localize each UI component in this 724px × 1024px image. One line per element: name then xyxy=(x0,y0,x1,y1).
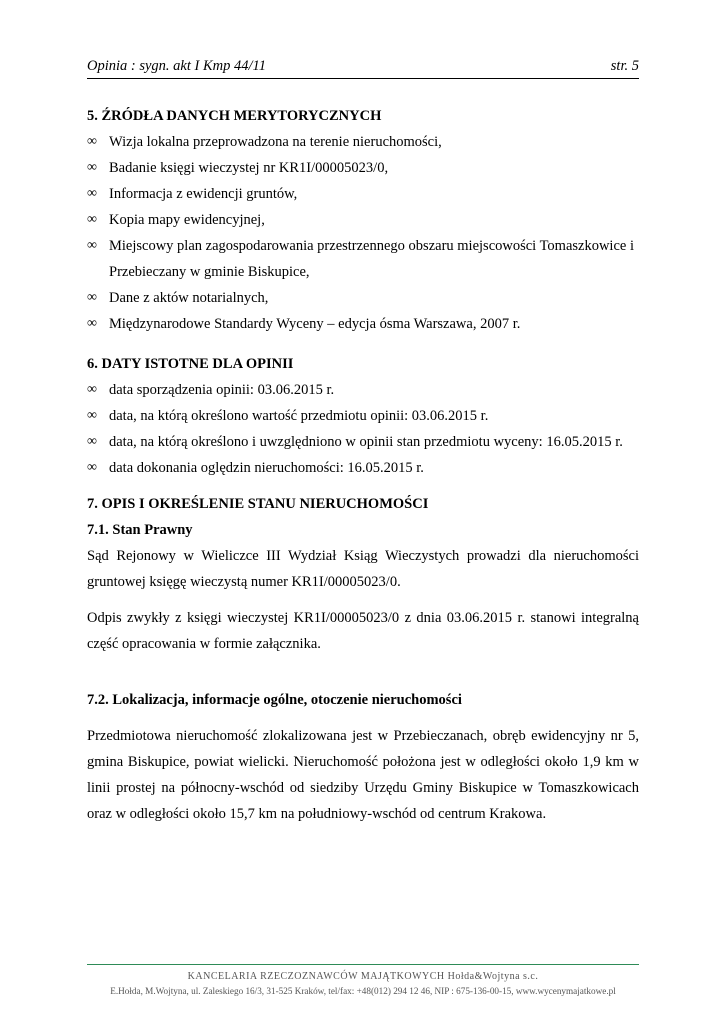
section-6-title: 6. DATY ISTOTNE DLA OPINII xyxy=(87,356,294,372)
infinity-bullet-icon: ∞ xyxy=(87,186,97,201)
infinity-bullet-icon: ∞ xyxy=(87,382,97,397)
infinity-bullet-icon: ∞ xyxy=(87,238,97,253)
header-page-number: str. 5 xyxy=(610,58,639,74)
list-item-text: Kopia mapy ewidencyjnej, xyxy=(109,212,265,228)
list-item-text: Informacja z ewidencji gruntów, xyxy=(109,186,298,202)
subsection-7-2-paragraph-1: Przedmiotowa nieruchomość zlokalizowana jest w Przebieczanach, obręb ewidencyjny nr 5, gmina Biskupice, powiat wielicki. Nieruchomość położona jest w odległości około 1,9 km w linii prostej na północny-wschód od siedziby Urzędu Gminy Biskupice w Tomaszkowicach oraz w odległości około 15,7 km na południowy-wschód od centrum Krakowa. xyxy=(87,728,639,822)
list-item-text: Dane z aktów notarialnych, xyxy=(109,290,269,306)
list-item-text: Wizja lokalna przeprowadzona na terenie nieruchomości, xyxy=(109,134,442,150)
list-item xyxy=(87,403,639,429)
infinity-bullet-icon: ∞ xyxy=(87,212,97,227)
list-item xyxy=(87,377,639,403)
list-item-text: Badanie księgi wieczystej nr KR1I/00005023/0, xyxy=(109,160,389,176)
section-5-list xyxy=(87,129,639,337)
section-6-list xyxy=(87,377,639,481)
subsection-7-1-paragraph-2: Odpis zwykły z księgi wieczystej KR1I/00005023/0 z dnia 03.06.2015 r. stanowi integralną część opracowania w formie załącznika. xyxy=(87,610,639,652)
infinity-bullet-icon: ∞ xyxy=(87,160,97,175)
list-item xyxy=(87,455,639,481)
subsection-7-1-title: 7.1. Stan Prawny xyxy=(87,522,193,538)
list-item-text: Miejscowy plan zagospodarowania przestrzennego obszaru miejscowości Tomaszkowice i Przebieczany w gminie Biskupice, xyxy=(109,238,634,280)
list-item xyxy=(87,285,639,311)
list-item xyxy=(87,129,639,155)
running-header xyxy=(87,58,639,79)
subsection-7-1-paragraph-1: Sąd Rejonowy w Wieliczce III Wydział Ksiąg Wieczystych prowadzi dla nieruchomości gruntowej księgę wieczystą numer KR1I/00005023/0. xyxy=(87,548,639,590)
list-item-text: data sporządzenia opinii: 03.06.2015 r. xyxy=(109,382,335,398)
subsection-7-2-title: 7.2. Lokalizacja, informacje ogólne, otoczenie nieruchomości xyxy=(87,692,462,708)
list-item xyxy=(87,181,639,207)
infinity-bullet-icon: ∞ xyxy=(87,434,97,449)
footer-company-name: KANCELARIA RZECZOZNAWCÓW MAJĄTKOWYCH Hołda&Wojtyna s.c. xyxy=(187,971,539,982)
list-item-text: data, na którą określono i uwzględniono w opinii stan przedmiotu wyceny: 16.05.2015 r. xyxy=(109,434,623,450)
infinity-bullet-icon: ∞ xyxy=(87,408,97,423)
list-item xyxy=(87,207,639,233)
infinity-bullet-icon: ∞ xyxy=(87,134,97,149)
section-7-title: 7. OPIS I OKREŚLENIE STANU NIERUCHOMOŚCI xyxy=(87,496,429,512)
list-item xyxy=(87,233,639,285)
infinity-bullet-icon: ∞ xyxy=(87,460,97,475)
document-body xyxy=(87,103,639,827)
infinity-bullet-icon: ∞ xyxy=(87,316,97,331)
list-item xyxy=(87,429,639,455)
list-item-text: Międzynarodowe Standardy Wyceny – edycja ósma Warszawa, 2007 r. xyxy=(109,316,521,332)
list-item-text: data, na którą określono wartość przedmiotu opinii: 03.06.2015 r. xyxy=(109,408,489,424)
infinity-bullet-icon: ∞ xyxy=(87,290,97,305)
section-5-title: 5. ŹRÓDŁA DANYCH MERYTORYCZNYCH xyxy=(87,108,382,124)
footer-contact-details: E.Hołda, M.Wojtyna, ul. Zaleskiego 16/3, 31-525 Kraków, tel/fax: +48(012) 294 12 46, NIP : 675-136-00-15, www.wycenymajatkowe.pl xyxy=(110,986,616,996)
page-footer xyxy=(87,964,639,998)
list-item-text: data dokonania oględzin nieruchomości: 16.05.2015 r. xyxy=(109,460,424,476)
list-item xyxy=(87,155,639,181)
list-item xyxy=(87,311,639,337)
header-case-reference: Opinia : sygn. akt I Kmp 44/11 xyxy=(87,58,266,74)
